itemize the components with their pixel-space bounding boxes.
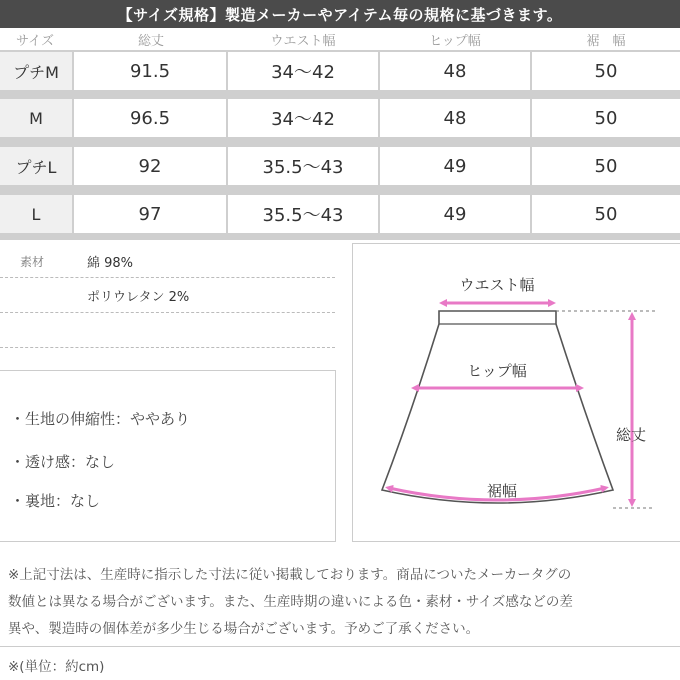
hem-cell: 50 (532, 52, 680, 90)
size-cell: M (0, 99, 72, 137)
header-hip: ヒップ幅 (429, 34, 481, 49)
table-row (0, 52, 680, 90)
skirt-measurement-diagram (352, 243, 680, 542)
size-table (0, 50, 680, 240)
hem-label: 裾幅 (486, 483, 518, 500)
divider (0, 312, 335, 313)
divider (0, 277, 335, 278)
unit-note: ※(単位：約cm) (8, 659, 105, 675)
disclaimer-line: ※上記寸法は、生産時に指示した寸法に従い掲載しております。商品についたメーカータグの (8, 567, 572, 583)
waist-cell: 34〜42 (228, 52, 378, 90)
skirt-outline (382, 311, 613, 503)
skirt-diagram-svg (353, 244, 680, 543)
table-row (0, 147, 680, 185)
divider (0, 646, 680, 647)
size-cell: プチM (0, 52, 72, 90)
divider (0, 347, 335, 348)
hip-label: ヒップ幅 (467, 363, 527, 380)
hem-cell: 50 (532, 195, 680, 233)
table-row (0, 195, 680, 233)
size-spec-banner: 【サイズ規格】製造メーカーやアイテム毎の規格に基づきます。 (0, 0, 680, 28)
disclaimer-line: 数値とは異なる場合がございます。また、生産時期の違いによる色・素材・サイズ感などの差 (8, 594, 573, 610)
sheerness-property: ・透け感：なし (10, 453, 116, 471)
waist-label: ウエスト幅 (459, 277, 535, 294)
hip-cell: 48 (380, 52, 530, 90)
length-cell: 97 (74, 195, 226, 233)
hip-cell: 49 (380, 147, 530, 185)
length-cell: 91.5 (74, 52, 226, 90)
material-label: 素材 (20, 255, 45, 269)
material-item: 綿 98% (87, 256, 134, 271)
waist-cell: 35.5〜43 (228, 147, 378, 185)
stretch-property: ・生地の伸縮性：ややあり (10, 410, 191, 428)
disclaimer-line: 異や、製造時の個体差が多少生じる場合がございます。予めご了承ください。 (8, 621, 480, 637)
hip-cell: 48 (380, 99, 530, 137)
hem-cell: 50 (532, 147, 680, 185)
hem-cell: 50 (532, 99, 680, 137)
header-hem: 裾 幅 (586, 34, 626, 49)
hip-cell: 49 (380, 195, 530, 233)
length-cell: 96.5 (74, 99, 226, 137)
header-waist: ウエスト幅 (270, 34, 336, 49)
fabric-properties-box (0, 370, 336, 542)
waist-cell: 34〜42 (228, 99, 378, 137)
size-cell: L (0, 195, 72, 233)
length-cell: 92 (74, 147, 226, 185)
header-length: 総丈 (137, 34, 164, 49)
size-cell: プチL (0, 147, 72, 185)
material-item: ポリウレタン 2% (87, 290, 190, 305)
lining-property: ・裏地：なし (10, 492, 101, 510)
header-size: サイズ (16, 34, 54, 49)
waist-cell: 35.5〜43 (228, 195, 378, 233)
length-label: 総丈 (615, 427, 647, 444)
table-row (0, 99, 680, 137)
